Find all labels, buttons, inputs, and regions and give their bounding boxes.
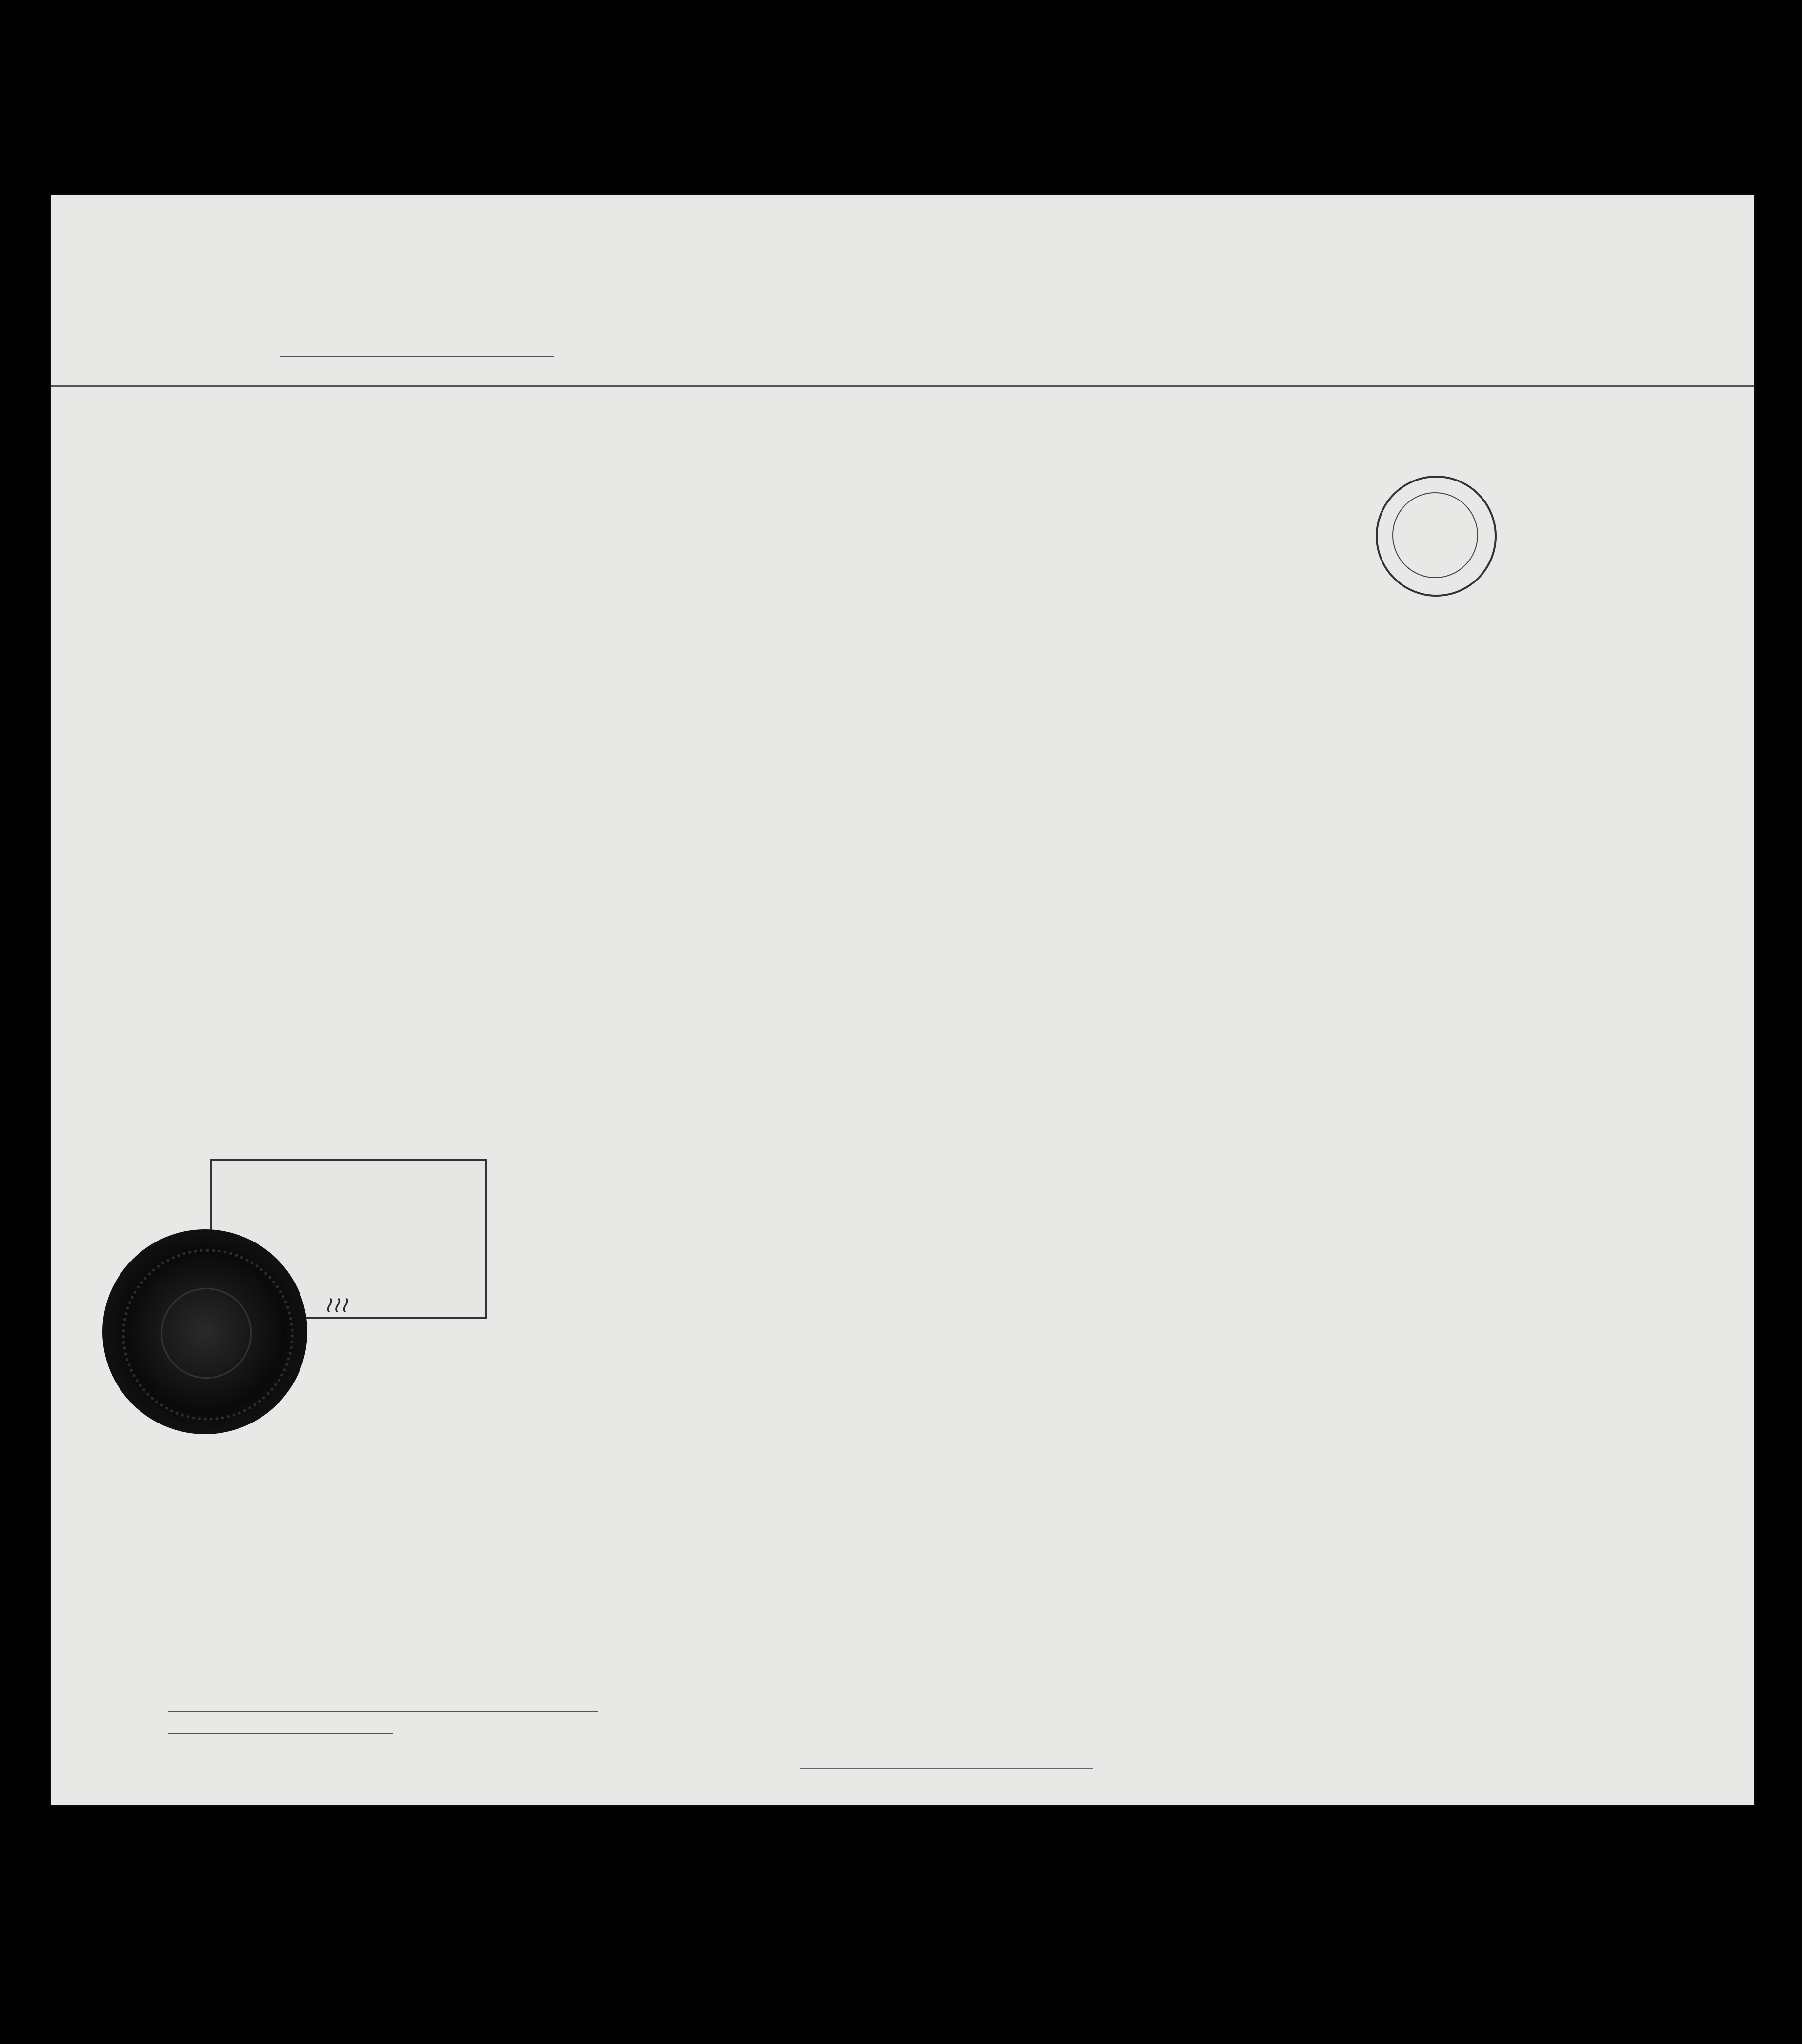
inspector-label xyxy=(800,1768,1093,1771)
vessel-name xyxy=(280,356,554,357)
manifest-sheet xyxy=(51,195,1754,1805)
consular-seal xyxy=(102,1229,307,1434)
header-rule xyxy=(51,385,1754,387)
line-value xyxy=(168,1711,598,1712)
consul-signature-mark: ≀≀≀ xyxy=(324,1292,348,1317)
consulate-round-stamp xyxy=(1376,476,1497,597)
owners-value xyxy=(168,1733,393,1734)
